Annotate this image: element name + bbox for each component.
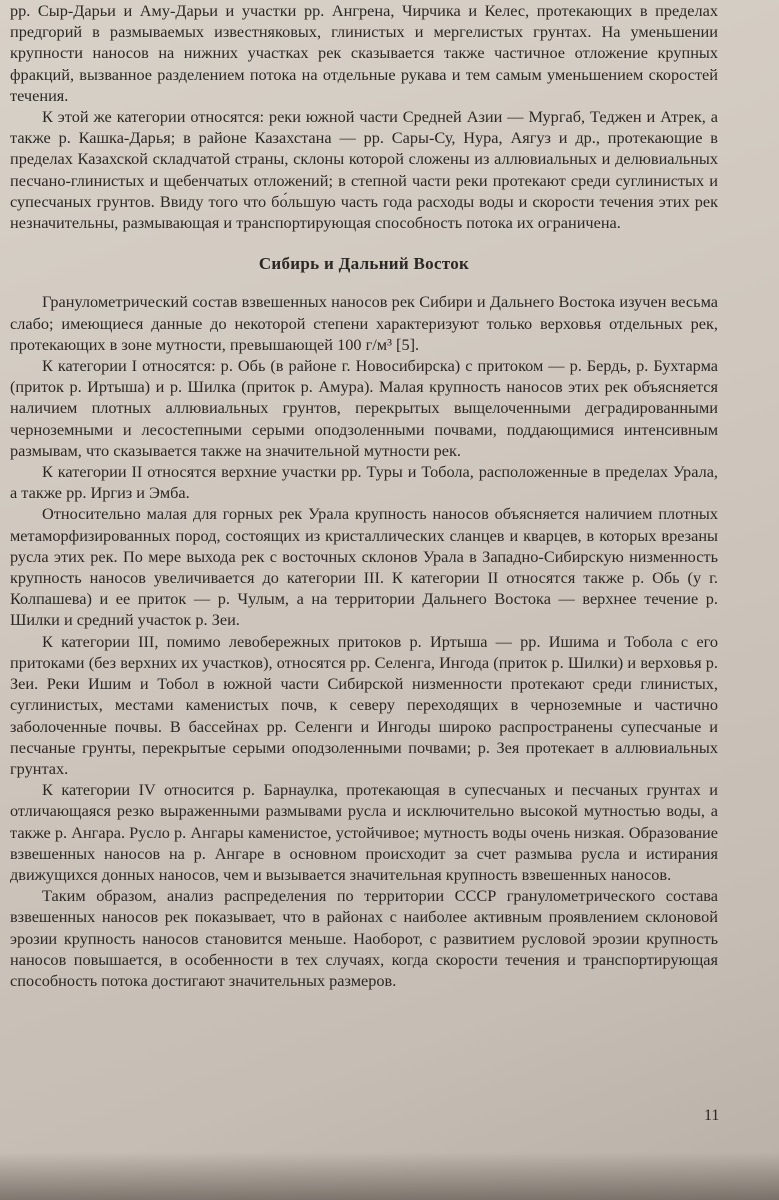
- paragraph-continuation: рр. Сыр-Дарьи и Аму-Дарьи и участки рр. Ангрена, Чирчика и Келес, протекающих в пределах предгорий в размываемых известняковых, глинистых и мергелистых грунтах. На уменьшении крупности наносов на нижних участках рек сказывается также частичное отложение крупных фракций, вызванное разделением потока на отдельные рукава и тем самым уменьшением скоростей течения.: [10, 1, 718, 105]
- paragraph-category-2: К категории II относятся верхние участки рр. Туры и Тобола, расположенные в пределах Урала, а также рр. Иргиз и Эмба.: [10, 462, 718, 503]
- paragraph-central-asia: К этой же категории относятся: реки южной части Средней Азии — Мургаб, Теджен и Атрек, а также р. Кашка-Дарья; в районе Казахстана — рр. Сары-Су, Нура, Аягуз и др., протекающие в пределах Казахской складчатой страны, склоны которой сложены из аллювиальных и делювиальных песчано-глинистых и щебенчатых отложений; в степной части реки протекают среди суглинистых и супесчаных грунтов. Ввиду того что бо́льшую часть года расходы воды и скорости течения этих рек незначительны, размывающая и транспортирующая способность потока их ограничена.: [10, 107, 718, 233]
- paragraph-conclusion: Таким образом, анализ распределения по территории СССР гранулометрического состава взвешенных наносов рек показывает, что в районах с наиболее активным проявлением склоновой эрозии крупность наносов становится меньше. Наоборот, с развитием русловой эрозии крупность наносов повышается, в особенности в тех случаях, когда скорости течения и транспортирующая способность потока достигают значительных размеров.: [10, 886, 718, 990]
- paragraph-category-3: К категории III, помимо левобережных притоков р. Иртыша — рр. Ишима и Тобола с его притоками (без верхних их участков), относятся рр. Селенга, Ингода (приток р. Шилки) и верховья р. Зеи. Реки Ишим и Тобол в южной части Сибирской низменности протекают среди глинистых, суглинистых, местами каменистых почв, к северу переходящих в черноземные и частично заболоченные почвы. В бассейнах рр. Селенги и Ингоды широко распространены супесчаные и песчаные грунты, перекрытые серыми оподзоленными почвами; р. Зея протекает в аллювиальных грунтах.: [10, 631, 718, 778]
- page-shadow: [0, 1152, 779, 1200]
- section-heading: Сибирь и Дальний Восток: [258, 254, 470, 274]
- paragraph-category-1: К категории I относятся: р. Обь (в районе г. Новосибирска) с притоком — р. Бердь, р. Бухтарма (приток р. Иртыша) и р. Шилка (приток р. Амура). Малая крупность наносов этих рек объясняется наличием плотных аллювиальных грунтов, перекрытых выщелоченными деградированными черноземными и лесостепными серыми оподзоленными почвами, поддающимися интенсивным размывам, что сказывается также на значительной мутности рек.: [10, 356, 718, 460]
- paragraph-category-4: К категории IV относится р. Барнаулка, протекающая в супесчаных и песчаных грунтах и отличающаяся резко выраженными размывами русла и исключительно высокой мутностью воды, а также р. Ангара. Русло р. Ангары каменистое, устойчивое; мутность воды очень низкая. Образование взвешенных наносов на р. Ангаре в основном происходит за счет размыва русла и истирания движущихся донных наносов, чем и вызывается значительная крупность взвешенных наносов.: [10, 780, 718, 884]
- page-text: [10, 0, 718, 991]
- paragraph-intro: Гранулометрический состав взвешенных наносов рек Сибири и Дальнего Востока изучен весьма слабо; имеющиеся данные до некоторой степени характеризуют только верховья отдельных рек, протекающих в зоне мутности, превышающей 100 г/м³ [5].: [10, 292, 718, 354]
- paragraph-ural: Относительно малая для горных рек Урала крупность наносов объясняется наличием плотных метаморфизированных пород, состоящих из кристаллических сланцев и кварцев, в которых врезаны русла этих рек. По мере выхода рек с восточных склонов Урала в Западно-Сибирскую низменность крупность наносов увеличивается до категории III. К категории II относятся также р. Обь (у г. Колпашева) и ее приток — р. Чулым, а на территории Дальнего Востока — верхнее течение р. Шилки и средний участок р. Зеи.: [10, 504, 718, 630]
- page-number: 11: [704, 1107, 720, 1124]
